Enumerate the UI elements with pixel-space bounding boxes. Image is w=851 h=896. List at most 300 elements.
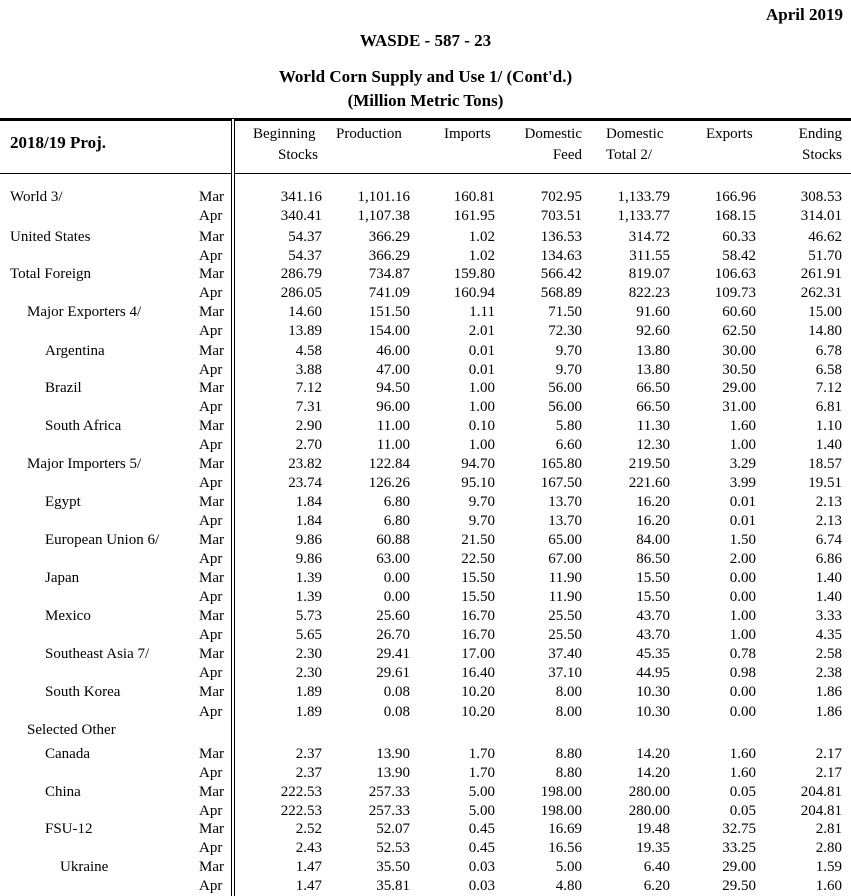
table-cell: 1.60 bbox=[729, 746, 756, 762]
table-cell: 1.00 bbox=[468, 380, 495, 396]
table-row bbox=[0, 361, 851, 380]
col-header-domestic-total bbox=[606, 124, 664, 166]
table-cell: 35.50 bbox=[376, 859, 410, 875]
top-rule bbox=[0, 118, 851, 121]
table-cell: 222.53 bbox=[280, 803, 322, 819]
table-cell: 32.75 bbox=[722, 821, 756, 837]
table-cell: 286.79 bbox=[280, 266, 322, 282]
month-label: Apr bbox=[199, 513, 223, 529]
table-cell: 166.96 bbox=[714, 189, 756, 205]
month-label: Mar bbox=[199, 608, 224, 624]
table-cell: 167.50 bbox=[540, 475, 582, 491]
table-cell: 1.50 bbox=[729, 532, 756, 548]
table-row bbox=[0, 455, 851, 474]
region-label: Brazil bbox=[45, 380, 82, 396]
col-header-beginning-stocks bbox=[253, 124, 318, 166]
month-label: Mar bbox=[199, 189, 224, 205]
table-cell: 1.86 bbox=[815, 704, 842, 720]
col-header-exports bbox=[706, 124, 753, 145]
region-label: Selected Other bbox=[27, 722, 116, 738]
table-cell: 1.59 bbox=[815, 859, 842, 875]
table-cell: 1.84 bbox=[295, 513, 322, 529]
table-cell: 160.94 bbox=[453, 285, 495, 301]
table-cell: 1.40 bbox=[815, 570, 842, 586]
month-label: Mar bbox=[199, 304, 224, 320]
table-cell: 6.20 bbox=[643, 878, 670, 894]
region-label: Major Exporters 4/ bbox=[27, 304, 142, 320]
table-cell: 23.82 bbox=[288, 456, 322, 472]
table-cell: 15.50 bbox=[636, 589, 670, 605]
table-cell: 6.74 bbox=[815, 532, 842, 548]
table-cell: 13.70 bbox=[548, 513, 582, 529]
table-cell: 2.58 bbox=[815, 646, 842, 662]
table-cell: 37.40 bbox=[548, 646, 582, 662]
table-cell: 37.10 bbox=[548, 665, 582, 681]
col-header-line2: Total 2/ bbox=[606, 147, 653, 163]
table-cell: 0.01 bbox=[468, 362, 495, 378]
table-cell: 13.80 bbox=[636, 343, 670, 359]
table-cell: 15.50 bbox=[636, 570, 670, 586]
table-cell: 257.33 bbox=[368, 803, 410, 819]
table-row bbox=[0, 303, 851, 322]
table-cell: 1.84 bbox=[295, 494, 322, 510]
table-cell: 341.16 bbox=[280, 189, 322, 205]
table-cell: 122.84 bbox=[368, 456, 410, 472]
table-cell: 45.35 bbox=[636, 646, 670, 662]
table-cell: 2.01 bbox=[468, 323, 495, 339]
table-row bbox=[0, 207, 851, 226]
table-cell: 1.00 bbox=[468, 399, 495, 415]
region-label: Total Foreign bbox=[10, 266, 92, 282]
report-id: WASDE - 587 - 23 bbox=[359, 31, 492, 50]
table-cell: 2.70 bbox=[295, 437, 322, 453]
table-cell: 14.60 bbox=[288, 304, 322, 320]
table-cell: 11.00 bbox=[376, 437, 410, 453]
region-label: Japan bbox=[45, 570, 80, 586]
table-cell: 96.00 bbox=[376, 399, 410, 415]
table-cell: 0.45 bbox=[468, 821, 495, 837]
table-cell: 8.00 bbox=[555, 684, 582, 700]
col-header-production bbox=[336, 124, 402, 145]
table-cell: 1.89 bbox=[295, 704, 322, 720]
table-cell: 2.17 bbox=[815, 765, 842, 781]
table-cell: 15.50 bbox=[461, 570, 495, 586]
table-cell: 2.00 bbox=[729, 551, 756, 567]
table-cell: 1.86 bbox=[815, 684, 842, 700]
table-row bbox=[0, 247, 851, 266]
table-cell: 3.99 bbox=[729, 475, 756, 491]
table-cell: 11.00 bbox=[376, 418, 410, 434]
table-cell: 0.00 bbox=[729, 570, 756, 586]
table-cell: 13.90 bbox=[376, 746, 410, 762]
table-cell: 168.15 bbox=[714, 208, 756, 224]
table-row bbox=[0, 820, 851, 839]
table-cell: 9.86 bbox=[295, 532, 322, 548]
region-label: World 3/ bbox=[10, 189, 63, 205]
table-cell: 66.50 bbox=[636, 380, 670, 396]
table-cell: 94.70 bbox=[461, 456, 495, 472]
table-cell: 25.50 bbox=[548, 608, 582, 624]
table-cell: 4.35 bbox=[815, 627, 842, 643]
table-row bbox=[0, 783, 851, 802]
table-cell: 9.70 bbox=[555, 362, 582, 378]
table-cell: 2.30 bbox=[295, 646, 322, 662]
month-label: Mar bbox=[199, 266, 224, 282]
table-cell: 6.80 bbox=[383, 494, 410, 510]
table-cell: 4.58 bbox=[295, 343, 322, 359]
table-row bbox=[0, 721, 851, 740]
table-cell: 72.30 bbox=[548, 323, 582, 339]
table-cell: 566.42 bbox=[540, 266, 582, 282]
table-cell: 1.47 bbox=[295, 878, 322, 894]
table-cell: 19.51 bbox=[808, 475, 842, 491]
table-cell: 22.50 bbox=[461, 551, 495, 567]
table-cell: 0.10 bbox=[468, 418, 495, 434]
table-cell: 219.50 bbox=[628, 456, 670, 472]
table-cell: 0.08 bbox=[383, 684, 410, 700]
region-label: China bbox=[45, 784, 81, 800]
table-cell: 5.65 bbox=[295, 627, 322, 643]
region-label: South Korea bbox=[45, 684, 121, 700]
table-row bbox=[0, 342, 851, 361]
table-row bbox=[0, 764, 851, 783]
table-row bbox=[0, 284, 851, 303]
table-cell: 95.10 bbox=[461, 475, 495, 491]
table-row bbox=[0, 228, 851, 247]
table-row bbox=[0, 188, 851, 207]
table-cell: 1.00 bbox=[468, 437, 495, 453]
table-row bbox=[0, 512, 851, 531]
month-label: Mar bbox=[199, 380, 224, 396]
table-cell: 3.29 bbox=[729, 456, 756, 472]
table-cell: 0.03 bbox=[468, 878, 495, 894]
table-cell: 1.10 bbox=[815, 418, 842, 434]
table-cell: 14.20 bbox=[636, 765, 670, 781]
month-label: Mar bbox=[199, 418, 224, 434]
table-cell: 67.00 bbox=[548, 551, 582, 567]
table-cell: 2.38 bbox=[815, 665, 842, 681]
table-cell: 6.78 bbox=[815, 343, 842, 359]
table-cell: 1.89 bbox=[295, 684, 322, 700]
table-cell: 11.30 bbox=[636, 418, 670, 434]
table-cell: 0.45 bbox=[468, 840, 495, 856]
table-cell: 10.20 bbox=[461, 704, 495, 720]
table-cell: 15.50 bbox=[461, 589, 495, 605]
table-cell: 13.70 bbox=[548, 494, 582, 510]
table-cell: 71.50 bbox=[548, 304, 582, 320]
region-label: Ukraine bbox=[60, 859, 109, 875]
table-cell: 56.00 bbox=[548, 380, 582, 396]
table-row bbox=[0, 626, 851, 645]
col-header-ending-stocks bbox=[760, 124, 842, 166]
col-header-line2: Imports bbox=[444, 126, 491, 142]
table-cell: 10.30 bbox=[636, 704, 670, 720]
table-cell: 2.37 bbox=[295, 765, 322, 781]
table-cell: 2.17 bbox=[815, 746, 842, 762]
table-cell: 16.70 bbox=[461, 627, 495, 643]
table-cell: 13.89 bbox=[288, 323, 322, 339]
table-cell: 23.74 bbox=[288, 475, 322, 491]
table-cell: 7.12 bbox=[815, 380, 842, 396]
month-label: Apr bbox=[199, 208, 223, 224]
month-label: Apr bbox=[199, 362, 223, 378]
table-cell: 1.40 bbox=[815, 437, 842, 453]
table-cell: 366.29 bbox=[368, 229, 410, 245]
table-cell: 280.00 bbox=[628, 784, 670, 800]
table-cell: 29.41 bbox=[376, 646, 410, 662]
table-cell: 136.53 bbox=[540, 229, 582, 245]
table-cell: 280.00 bbox=[628, 803, 670, 819]
table-cell: 51.70 bbox=[808, 248, 842, 264]
table-cell: 63.00 bbox=[376, 551, 410, 567]
table-cell: 12.30 bbox=[636, 437, 670, 453]
table-cell: 66.50 bbox=[636, 399, 670, 415]
table-cell: 0.08 bbox=[383, 704, 410, 720]
month-label: Mar bbox=[199, 859, 224, 875]
table-cell: 286.05 bbox=[280, 285, 322, 301]
table-row bbox=[0, 745, 851, 764]
region-label: Major Importers 5/ bbox=[27, 456, 142, 472]
table-cell: 1,101.16 bbox=[357, 189, 410, 205]
table-row bbox=[0, 569, 851, 588]
table-cell: 5.80 bbox=[555, 418, 582, 434]
table-cell: 2.52 bbox=[295, 821, 322, 837]
table-cell: 60.33 bbox=[722, 229, 756, 245]
table-cell: 0.78 bbox=[729, 646, 756, 662]
table-cell: 2.80 bbox=[815, 840, 842, 856]
table-cell: 16.70 bbox=[461, 608, 495, 624]
table-cell: 5.00 bbox=[468, 784, 495, 800]
table-cell: 702.95 bbox=[540, 189, 582, 205]
table-row bbox=[0, 436, 851, 455]
table-cell: 734.87 bbox=[368, 266, 410, 282]
month-label: Mar bbox=[199, 229, 224, 245]
table-cell: 16.20 bbox=[636, 494, 670, 510]
table-cell: 16.56 bbox=[548, 840, 582, 856]
table-cell: 1.00 bbox=[729, 437, 756, 453]
table-cell: 154.00 bbox=[368, 323, 410, 339]
table-cell: 0.05 bbox=[729, 803, 756, 819]
table-cell: 366.29 bbox=[368, 248, 410, 264]
table-cell: 262.31 bbox=[800, 285, 842, 301]
table-row bbox=[0, 839, 851, 858]
table-cell: 5.00 bbox=[555, 859, 582, 875]
table-cell: 46.62 bbox=[808, 229, 842, 245]
table-cell: 60.60 bbox=[722, 304, 756, 320]
col-header-domestic-feed bbox=[500, 124, 582, 166]
table-row bbox=[0, 379, 851, 398]
col-header-line2: Stocks bbox=[278, 147, 319, 163]
table-cell: 221.60 bbox=[628, 475, 670, 491]
table-cell: 0.01 bbox=[729, 513, 756, 529]
table-cell: 84.00 bbox=[636, 532, 670, 548]
table-cell: 18.57 bbox=[808, 456, 842, 472]
month-label: Apr bbox=[199, 840, 223, 856]
region-label: European Union 6/ bbox=[45, 532, 160, 548]
table-cell: 2.43 bbox=[295, 840, 322, 856]
month-label: Apr bbox=[199, 704, 223, 720]
table-cell: 0.00 bbox=[729, 684, 756, 700]
table-cell: 54.37 bbox=[288, 248, 322, 264]
table-cell: 8.00 bbox=[555, 704, 582, 720]
table-cell: 9.70 bbox=[468, 494, 495, 510]
table-cell: 25.50 bbox=[548, 627, 582, 643]
table-cell: 204.81 bbox=[800, 803, 842, 819]
table-cell: 822.23 bbox=[628, 285, 670, 301]
table-cell: 25.60 bbox=[376, 608, 410, 624]
month-label: Apr bbox=[199, 765, 223, 781]
table-cell: 0.00 bbox=[383, 589, 410, 605]
table-cell: 56.00 bbox=[548, 399, 582, 415]
table-cell: 1.39 bbox=[295, 589, 322, 605]
table-cell: 10.30 bbox=[636, 684, 670, 700]
table-cell: 13.90 bbox=[376, 765, 410, 781]
table-cell: 7.31 bbox=[295, 399, 322, 415]
table-cell: 17.00 bbox=[461, 646, 495, 662]
month-label: Apr bbox=[199, 878, 223, 894]
table-cell: 1,133.79 bbox=[617, 189, 670, 205]
table-cell: 1.40 bbox=[815, 589, 842, 605]
table-cell: 1.60 bbox=[729, 765, 756, 781]
table-cell: 62.50 bbox=[722, 323, 756, 339]
table-cell: 261.91 bbox=[800, 266, 842, 282]
table-cell: 35.81 bbox=[376, 878, 410, 894]
table-cell: 160.81 bbox=[453, 189, 495, 205]
table-cell: 29.61 bbox=[376, 665, 410, 681]
month-label: Mar bbox=[199, 784, 224, 800]
table-cell: 0.05 bbox=[729, 784, 756, 800]
table-cell: 5.00 bbox=[468, 803, 495, 819]
table-cell: 159.80 bbox=[453, 266, 495, 282]
col-header-line2: Feed bbox=[552, 147, 582, 163]
month-label: Mar bbox=[199, 570, 224, 586]
table-cell: 13.80 bbox=[636, 362, 670, 378]
table-cell: 19.48 bbox=[636, 821, 670, 837]
region-label: Southeast Asia 7/ bbox=[45, 646, 150, 662]
month-label: Apr bbox=[199, 627, 223, 643]
table-cell: 52.07 bbox=[376, 821, 410, 837]
table-cell: 3.88 bbox=[295, 362, 322, 378]
table-cell: 703.51 bbox=[540, 208, 582, 224]
table-cell: 1,133.77 bbox=[617, 208, 670, 224]
month-label: Apr bbox=[199, 323, 223, 339]
table-row bbox=[0, 493, 851, 512]
table-cell: 29.50 bbox=[722, 878, 756, 894]
table-cell: 52.53 bbox=[376, 840, 410, 856]
col-header-imports bbox=[444, 124, 491, 145]
table-row bbox=[0, 802, 851, 821]
table-row bbox=[0, 531, 851, 550]
table-cell: 1.47 bbox=[295, 859, 322, 875]
month-label: Apr bbox=[199, 248, 223, 264]
table-cell: 91.60 bbox=[636, 304, 670, 320]
table-cell: 16.40 bbox=[461, 665, 495, 681]
table-cell: 8.80 bbox=[555, 765, 582, 781]
col-header-line2: Exports bbox=[706, 126, 753, 142]
table-cell: 2.30 bbox=[295, 665, 322, 681]
col-header-line2: Production bbox=[336, 126, 402, 142]
table-row bbox=[0, 703, 851, 722]
table-cell: 86.50 bbox=[636, 551, 670, 567]
table-cell: 204.81 bbox=[800, 784, 842, 800]
table-cell: 31.00 bbox=[722, 399, 756, 415]
table-row bbox=[0, 645, 851, 664]
table-cell: 16.20 bbox=[636, 513, 670, 529]
month-label: Apr bbox=[199, 589, 223, 605]
month-label: Apr bbox=[199, 665, 223, 681]
table-row bbox=[0, 664, 851, 683]
table-cell: 6.58 bbox=[815, 362, 842, 378]
month-label: Mar bbox=[199, 532, 224, 548]
table-cell: 1.60 bbox=[729, 418, 756, 434]
region-label: United States bbox=[10, 229, 91, 245]
month-label: Mar bbox=[199, 343, 224, 359]
table-cell: 340.41 bbox=[280, 208, 322, 224]
table-cell: 6.80 bbox=[383, 513, 410, 529]
table-row bbox=[0, 474, 851, 493]
table-cell: 4.80 bbox=[555, 878, 582, 894]
month-label: Mar bbox=[199, 456, 224, 472]
table-row bbox=[0, 588, 851, 607]
table-cell: 109.73 bbox=[714, 285, 756, 301]
table-cell: 60.88 bbox=[376, 532, 410, 548]
table-cell: 6.81 bbox=[815, 399, 842, 415]
month-label: Apr bbox=[199, 551, 223, 567]
table-cell: 257.33 bbox=[368, 784, 410, 800]
table-subtitle: (Million Metric Tons) bbox=[347, 91, 504, 110]
table-cell: 134.63 bbox=[540, 248, 582, 264]
month-label: Apr bbox=[199, 803, 223, 819]
table-cell: 151.50 bbox=[368, 304, 410, 320]
table-cell: 33.25 bbox=[722, 840, 756, 856]
table-cell: 2.13 bbox=[815, 513, 842, 529]
table-cell: 43.70 bbox=[636, 627, 670, 643]
table-cell: 54.37 bbox=[288, 229, 322, 245]
table-cell: 58.42 bbox=[722, 248, 756, 264]
table-cell: 1.70 bbox=[468, 765, 495, 781]
table-cell: 1.02 bbox=[468, 248, 495, 264]
table-cell: 30.50 bbox=[722, 362, 756, 378]
table-row bbox=[0, 398, 851, 417]
table-cell: 1.00 bbox=[729, 627, 756, 643]
table-row bbox=[0, 858, 851, 877]
table-cell: 314.72 bbox=[628, 229, 670, 245]
table-cell: 1.11 bbox=[469, 304, 495, 320]
table-cell: 161.95 bbox=[453, 208, 495, 224]
table-cell: 26.70 bbox=[376, 627, 410, 643]
month-label: Mar bbox=[199, 494, 224, 510]
month-label: Apr bbox=[199, 475, 223, 491]
table-cell: 314.01 bbox=[800, 208, 842, 224]
table-cell: 6.86 bbox=[815, 551, 842, 567]
table-cell: 14.80 bbox=[808, 323, 842, 339]
table-cell: 10.20 bbox=[461, 684, 495, 700]
table-cell: 65.00 bbox=[548, 532, 582, 548]
table-row bbox=[0, 877, 851, 896]
header-rule bbox=[0, 173, 851, 174]
region-label: Argentina bbox=[45, 343, 105, 359]
table-row bbox=[0, 607, 851, 626]
table-cell: 0.00 bbox=[729, 589, 756, 605]
month-label: Mar bbox=[199, 746, 224, 762]
col-header-line1: Ending bbox=[798, 126, 842, 142]
table-cell: 44.95 bbox=[636, 665, 670, 681]
table-cell: 1.70 bbox=[468, 746, 495, 762]
table-cell: 11.90 bbox=[548, 570, 582, 586]
table-cell: 0.03 bbox=[468, 859, 495, 875]
month-label: Mar bbox=[199, 821, 224, 837]
table-cell: 6.40 bbox=[643, 859, 670, 875]
